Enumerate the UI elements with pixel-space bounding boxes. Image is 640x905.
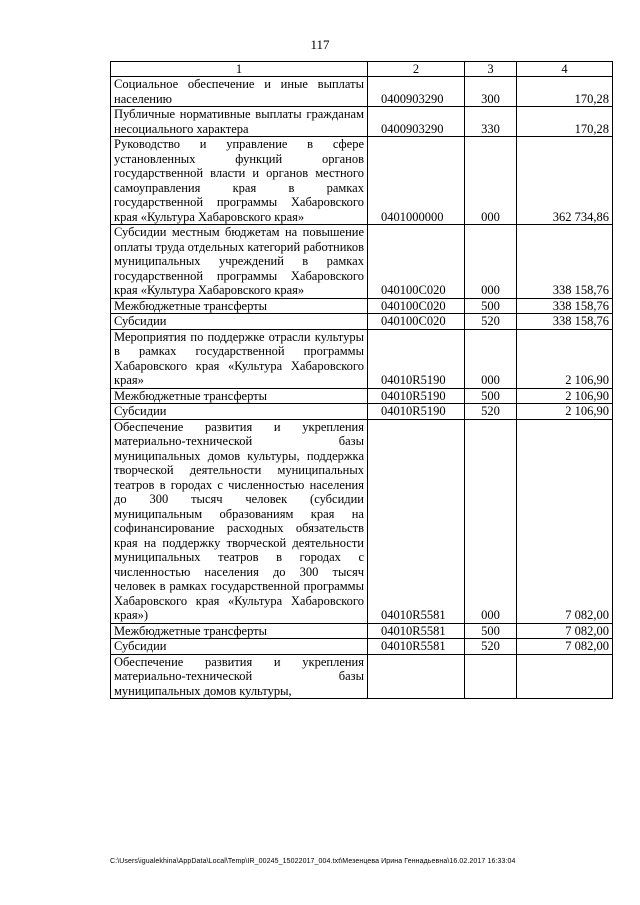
table-row bbox=[111, 329, 613, 388]
row-kind: 000 bbox=[465, 137, 517, 225]
row-kind: 520 bbox=[465, 404, 517, 420]
row-code: 04010R5190 bbox=[368, 404, 465, 420]
table-row bbox=[111, 388, 613, 404]
row-code: 04010R5581 bbox=[368, 639, 465, 655]
row-kind: 330 bbox=[465, 107, 517, 137]
row-name: Мероприятия по поддержке отрасли культуры в рамках государственной программы Хабаровского края «Культура Хабаровского края» bbox=[111, 329, 368, 388]
row-amount: 7 082,00 bbox=[517, 639, 613, 655]
row-name: Межбюджетные трансферты bbox=[111, 388, 368, 404]
budget-table bbox=[110, 61, 613, 699]
table-row bbox=[111, 77, 613, 107]
page-number: 117 bbox=[310, 37, 330, 52]
row-code: 0400903290 bbox=[368, 107, 465, 137]
row-amount: 338 158,76 bbox=[517, 314, 613, 330]
row-kind: 000 bbox=[465, 419, 517, 623]
row-name: Субсидии bbox=[111, 404, 368, 420]
table-row bbox=[111, 654, 613, 699]
row-amount: 170,28 bbox=[517, 77, 613, 107]
row-name: Обеспечение развития и укрепления материально-технической базы муниципальных домов культуры, поддержка творческой деятельности муниципальных театров в городах с численностью населения до 300 тысяч человек (субсидии муниципальным образованиям края на софинансирование расходных обязательств края на поддержку творческой деятельности муниципальных театров в городах с численностью населения до 300 тысяч человек в рамках государственной программы Хабаровского края «Культура Хабаровского края») bbox=[111, 419, 368, 623]
row-code: 04010R5190 bbox=[368, 329, 465, 388]
row-code: 0400903290 bbox=[368, 77, 465, 107]
row-name: Межбюджетные трансферты bbox=[111, 298, 368, 314]
row-name: Межбюджетные трансферты bbox=[111, 623, 368, 639]
row-name: Обеспечение развития и укрепления материально-технической базы муниципальных домов культуры, bbox=[111, 654, 368, 699]
table-row bbox=[111, 419, 613, 623]
row-name: Руководство и управление в сфере установленных функций органов государственной власти и органов местного самоуправления края в рамках государственной программы Хабаровского края «Культура Хабаровского края» bbox=[111, 137, 368, 225]
row-code: 04010R5190 bbox=[368, 388, 465, 404]
table-row bbox=[111, 298, 613, 314]
row-kind: 000 bbox=[465, 225, 517, 299]
row-name: Субсидии bbox=[111, 639, 368, 655]
row-code: 040100С020 bbox=[368, 298, 465, 314]
table-row bbox=[111, 639, 613, 655]
row-name: Публичные нормативные выплаты гражданам несоциального характера bbox=[111, 107, 368, 137]
row-code: 0401000000 bbox=[368, 137, 465, 225]
header-cell-1: 1 bbox=[111, 62, 368, 77]
row-kind: 300 bbox=[465, 77, 517, 107]
row-kind: 520 bbox=[465, 639, 517, 655]
table-row bbox=[111, 314, 613, 330]
row-code bbox=[368, 654, 465, 699]
row-kind: 500 bbox=[465, 623, 517, 639]
row-amount: 2 106,90 bbox=[517, 404, 613, 420]
row-kind: 500 bbox=[465, 388, 517, 404]
row-kind: 500 bbox=[465, 298, 517, 314]
row-code: 04010R5581 bbox=[368, 623, 465, 639]
row-kind bbox=[465, 654, 517, 699]
row-amount: 2 106,90 bbox=[517, 329, 613, 388]
row-kind: 000 bbox=[465, 329, 517, 388]
header-cell-4: 4 bbox=[517, 62, 613, 77]
row-name: Социальное обеспечение и иные выплаты населению bbox=[111, 77, 368, 107]
row-name: Субсидии bbox=[111, 314, 368, 330]
row-code: 040100С020 bbox=[368, 225, 465, 299]
row-amount: 7 082,00 bbox=[517, 623, 613, 639]
header-cell-3: 3 bbox=[465, 62, 517, 77]
header-cell-2: 2 bbox=[368, 62, 465, 77]
row-amount: 338 158,76 bbox=[517, 298, 613, 314]
row-amount: 7 082,00 bbox=[517, 419, 613, 623]
row-kind: 520 bbox=[465, 314, 517, 330]
file-path-footer: C:\Users\igualekhina\AppData\Local\Temp\IR_00245_15022017_004.txt\Мезенцева Ирина Геннадьевна\16.02.2017 16:33:04 bbox=[110, 858, 516, 865]
row-amount: 2 106,90 bbox=[517, 388, 613, 404]
table-row bbox=[111, 225, 613, 299]
row-amount: 170,28 bbox=[517, 107, 613, 137]
row-name: Субсидии местным бюджетам на повышение оплаты труда отдельных категорий работников муниципальных учреждений в рамках государственной программы Хабаровского края «Культура Хабаровского края» bbox=[111, 225, 368, 299]
row-amount bbox=[517, 654, 613, 699]
table-row bbox=[111, 404, 613, 420]
table-header-row bbox=[111, 62, 613, 77]
table-row bbox=[111, 623, 613, 639]
row-amount: 338 158,76 bbox=[517, 225, 613, 299]
row-code: 04010R5581 bbox=[368, 419, 465, 623]
row-code: 040100С020 bbox=[368, 314, 465, 330]
table-row bbox=[111, 137, 613, 225]
table-row bbox=[111, 107, 613, 137]
row-amount: 362 734,86 bbox=[517, 137, 613, 225]
